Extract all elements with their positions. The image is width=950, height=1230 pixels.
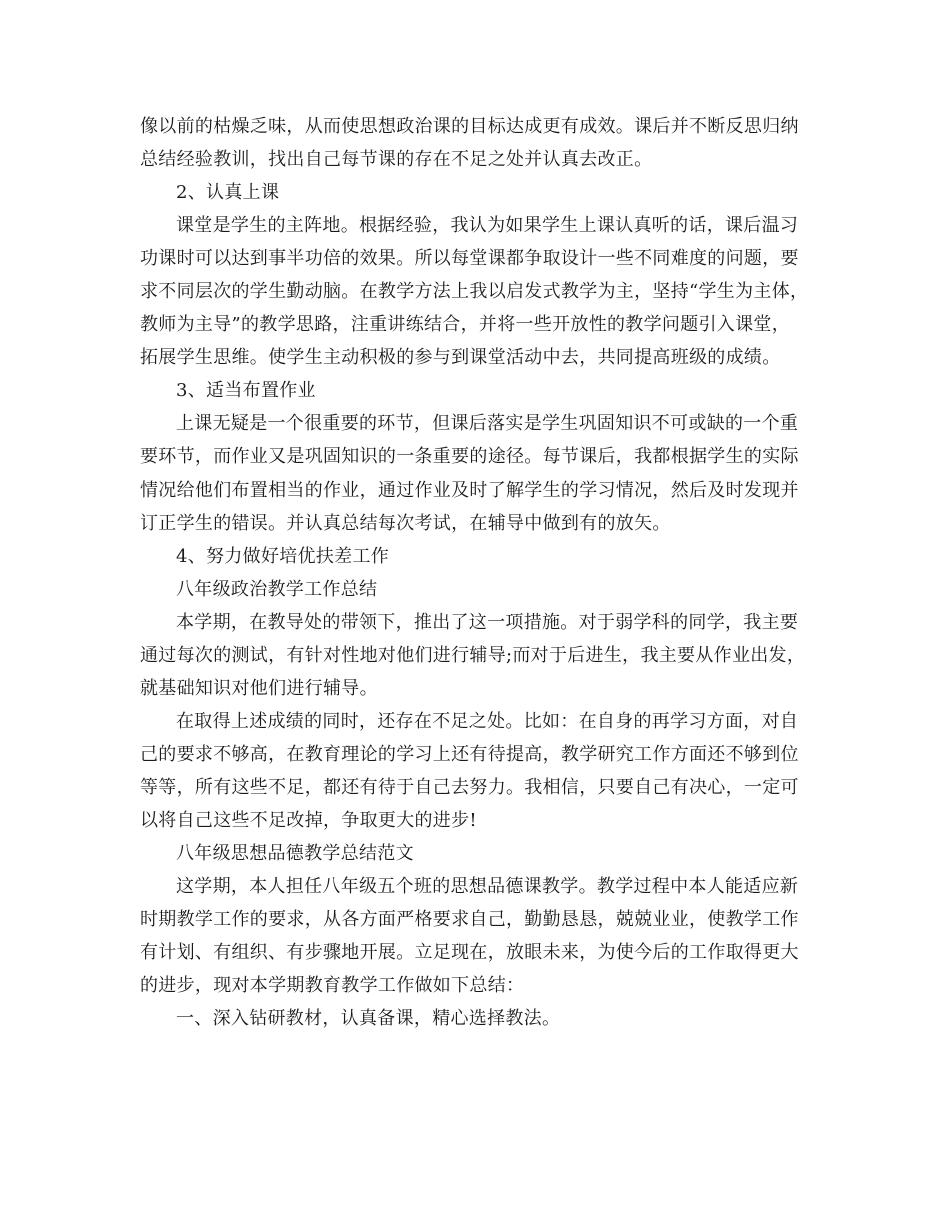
text-line: 教师为主导”的教学思路，注重讲练结合，并将一些开放性的教学问题引入课堂，: [140, 314, 790, 336]
text-line: 八年级政治教学工作总结: [176, 578, 378, 600]
text-line: 功课时可以达到事半功倍的效果。所以每堂课都争取设计一些不同难度的问题，要: [140, 248, 799, 270]
text-line: 课堂是学生的主阵地。根据经验，我认为如果学生上课认真听的话，课后温习: [176, 215, 799, 237]
text-line: 八年级思想品德教学总结范文: [176, 843, 414, 865]
text-line: 像以前的枯燥乏味，从而使思想政治课的目标达成更有成效。课后并不断反思归纳: [140, 116, 799, 137]
text-line: 4、努力做好培优扶差工作: [176, 545, 390, 567]
text-line: 以将自己这些不足改掉，争取更大的进步!: [140, 809, 477, 831]
text-line: 时期教学工作的要求，从各方面严格要求自己，勤勤恳恳，兢兢业业，使教学工作: [140, 909, 799, 931]
text-line: 本学期，在教导处的带领下，推出了这一项措施。对于弱学科的同学，我主要: [176, 611, 799, 633]
document-body: [140, 113, 816, 1038]
text-line: 求不同层次的学生勤动脑。在教学方法上我以启发式教学为主，坚持“学生为主体，: [140, 281, 809, 303]
text-line: 情况给他们布置相当的作业，通过作业及时了解学生的学习情况，然后及时发现并: [140, 479, 799, 501]
text-line: 有计划、有组织、有步骤地开展。立足现在，放眼未来，为使今后的工作取得更大: [140, 942, 799, 964]
text-line: 订正学生的错误。并认真总结每次考试，在辅导中做到有的放矢。: [140, 512, 671, 534]
text-line: 等等，所有这些不足，都还有待于自己去努力。我相信，只要自己有决心，一定可: [140, 776, 799, 798]
text-line: 在取得上述成绩的同时，还存在不足之处。比如：在自身的再学习方面，对自: [176, 710, 799, 732]
text-line: 上课无疑是一个很重要的环节，但课后落实是学生巩固知识不可或缺的一个重: [176, 413, 799, 435]
text-line: 这学期，本人担任八年级五个班的思想品德课教学。教学过程中本人能适应新: [176, 876, 799, 898]
text-line: 2、认真上课: [176, 182, 280, 204]
text-line: 要环节，而作业又是巩固知识的一条重要的途径。每节课后，我都根据学生的实际: [140, 446, 799, 468]
text-line: 总结经验教训，找出自己每节课的存在不足之处并认真去改正。: [140, 149, 653, 171]
text-line: 拓展学生思维。使学生主动积极的参与到课堂活动中去，共同提高班级的成绩。: [140, 347, 781, 369]
text-line: 3、适当布置作业: [176, 380, 316, 402]
text-line: 通过每次的测试，有针对性地对他们进行辅导;而对于后进生，我主要从作业出发，: [140, 644, 806, 666]
text-line: 己的要求不够高，在教育理论的学习上还有待提高，教学研究工作方面还不够到位: [140, 743, 799, 765]
text-line: 就基础知识对他们进行辅导。: [140, 677, 378, 699]
text-line: 一、深入钻研教材，认真备课，精心选择教法。: [176, 1008, 561, 1030]
text-line: 的进步，现对本学期教育教学工作做如下总结：: [140, 975, 525, 997]
